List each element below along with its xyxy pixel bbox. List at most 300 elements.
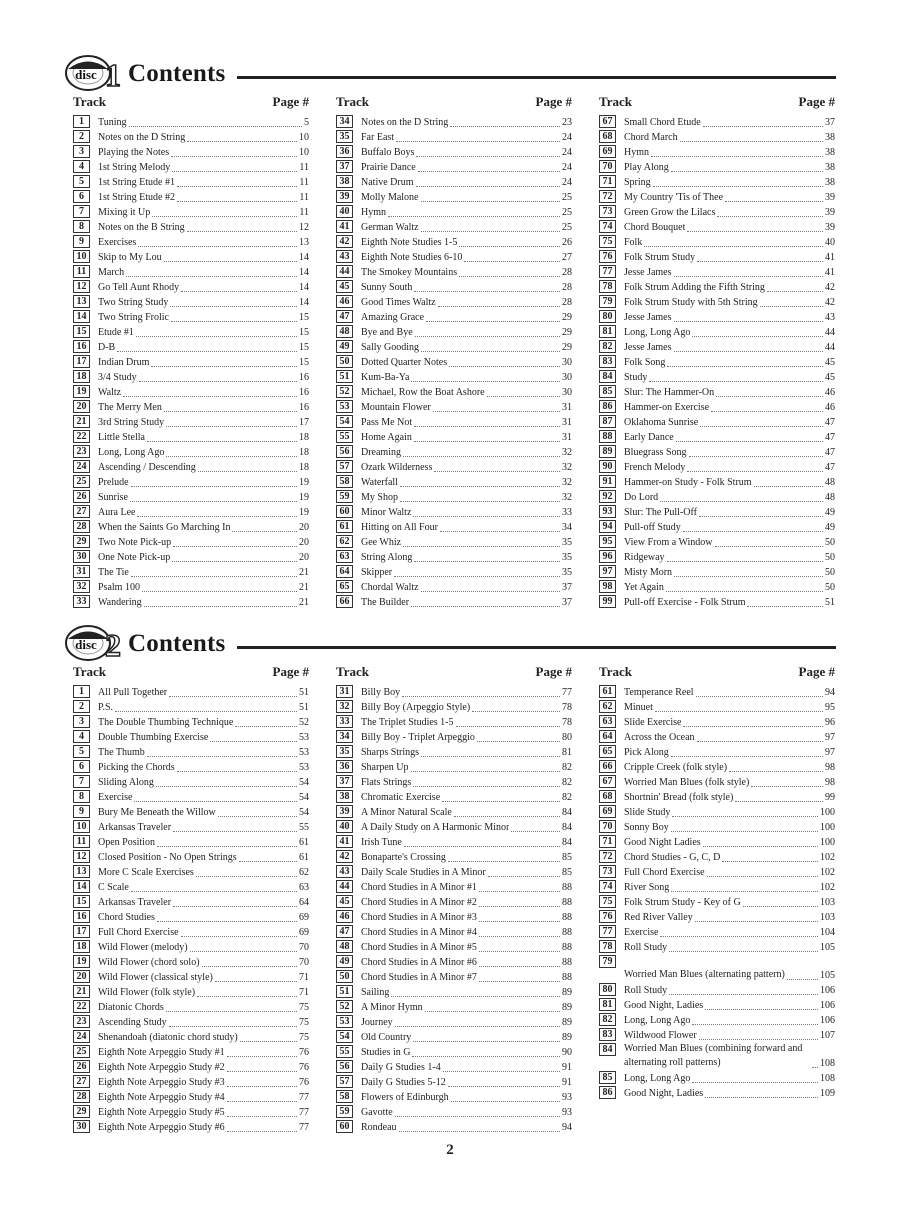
track-title: Jesse James [624, 312, 672, 323]
track-title: 3rd String Study [98, 417, 165, 428]
track-title: 1st String Melody [98, 162, 171, 173]
track-entry [599, 849, 835, 864]
track-title: Jesse James [624, 342, 672, 353]
page-ref: 70 [299, 942, 309, 953]
page-ref: 16 [299, 372, 309, 383]
dot-leader [151, 366, 297, 367]
track-title: Hitting on All Four [361, 522, 438, 533]
track-number: 80 [599, 310, 616, 323]
page-ref: 15 [299, 342, 309, 353]
page-ref: 63 [299, 882, 309, 893]
page-ref: 11 [299, 177, 309, 188]
dot-leader [697, 261, 823, 262]
track-title: Roll Study [624, 985, 668, 996]
page-ref: 75 [299, 1002, 309, 1013]
track-number: 10 [73, 820, 90, 833]
page-ref: 109 [820, 1088, 835, 1099]
page-ref: 37 [562, 582, 572, 593]
track-entry [336, 1074, 572, 1089]
track-entry [336, 369, 572, 384]
track-title: Wild Flower (chord solo) [98, 957, 200, 968]
page-ref: 91 [562, 1077, 572, 1088]
page-ref: 50 [825, 537, 835, 548]
track-title: C Scale [98, 882, 129, 893]
dot-leader [479, 951, 560, 952]
dot-leader [442, 801, 560, 802]
track-list [599, 114, 835, 609]
dot-leader [171, 321, 297, 322]
track-number: 77 [599, 925, 616, 938]
dot-leader [479, 966, 560, 967]
page-ref: 64 [299, 897, 309, 908]
track-number: 61 [599, 685, 616, 698]
track-entry [336, 684, 572, 699]
page-ref: 32 [562, 492, 572, 503]
track-title: Mountain Flower [361, 402, 431, 413]
track-title: Full Chord Exercise [98, 927, 179, 938]
dot-leader [139, 381, 297, 382]
track-header: Track [336, 664, 369, 679]
dot-leader [232, 531, 297, 532]
track-number: 95 [599, 535, 616, 548]
track-title: The Smokey Mountains [361, 267, 458, 278]
dot-leader [705, 1097, 818, 1098]
dot-leader [218, 816, 297, 817]
track-entry [73, 1119, 309, 1134]
track-title: Shenandoah (diatonic chord study) [98, 1032, 238, 1043]
track-entry [73, 909, 309, 924]
track-title: Sunrise [98, 492, 128, 503]
page-ref: 47 [825, 417, 835, 428]
page-ref: 77 [299, 1122, 309, 1133]
page-ref: 29 [562, 312, 572, 323]
track-number: 91 [599, 475, 616, 488]
track-number: 63 [599, 715, 616, 728]
dot-leader [190, 951, 297, 952]
page-ref: 53 [299, 762, 309, 773]
track-number: 84 [599, 370, 616, 383]
dot-leader [166, 1011, 297, 1012]
track-number: 66 [336, 595, 353, 608]
track-title: Slur: The Pull-Off [624, 507, 697, 518]
track-title: Pull-off Exercise - Folk Strum [624, 597, 746, 608]
track-number: 42 [336, 235, 353, 248]
dot-leader [716, 396, 823, 397]
track-number: 48 [336, 940, 353, 953]
disc-1-column-2 [336, 94, 572, 609]
page-ref: 105 [820, 942, 835, 953]
track-title: Pass Me Not [361, 417, 413, 428]
track-number: 64 [336, 565, 353, 578]
page-ref: 93 [562, 1107, 572, 1118]
page-ref: 43 [825, 312, 835, 323]
disc-2-title: Contents [128, 630, 226, 657]
track-number: 27 [73, 505, 90, 518]
track-title: Two String Study [98, 297, 169, 308]
track-number: 72 [599, 190, 616, 203]
page-ref: 15 [299, 357, 309, 368]
track-number: 47 [336, 925, 353, 938]
track-entry [336, 564, 572, 579]
page-ref: 19 [299, 477, 309, 488]
track-number: 19 [73, 385, 90, 398]
page-ref: 45 [825, 357, 835, 368]
page-ref: 11 [299, 192, 309, 203]
track-entry [336, 804, 572, 819]
page-ref: 76 [299, 1077, 309, 1088]
track-number: 99 [599, 595, 616, 608]
track-title: Irish Tune [361, 837, 402, 848]
dot-leader [202, 966, 297, 967]
track-header: Track [336, 94, 369, 109]
track-number: 4 [73, 730, 90, 743]
track-title: Prelude [98, 477, 129, 488]
track-entry [73, 759, 309, 774]
track-title: Eighth Note Arpeggio Study #6 [98, 1122, 225, 1133]
track-entry [599, 939, 835, 954]
page-ref: 88 [562, 897, 572, 908]
track-entry [73, 339, 309, 354]
dot-leader [426, 321, 560, 322]
page-ref: 20 [299, 552, 309, 563]
page-ref: 35 [562, 537, 572, 548]
disc-2-header [64, 620, 836, 664]
track-number: 55 [336, 1045, 353, 1058]
track-entry [73, 729, 309, 744]
track-entry [599, 789, 835, 804]
dot-leader [418, 171, 560, 172]
track-title: Billy Boy - Triplet Arpeggio [361, 732, 475, 743]
track-number: 78 [599, 280, 616, 293]
track-entry [336, 969, 572, 984]
disc-1-columns [64, 94, 836, 614]
track-entry [336, 309, 572, 324]
track-number: 44 [336, 265, 353, 278]
track-title: Long, Long Ago [98, 447, 165, 458]
track-title: Worried Man Blues (combining forward and alternating roll patterns) [624, 1043, 803, 1068]
track-number: 21 [73, 985, 90, 998]
page-ref: 44 [825, 342, 835, 353]
track-title: Temperance Reel [624, 687, 694, 698]
track-number: 73 [599, 865, 616, 878]
track-number: 98 [599, 580, 616, 593]
track-entry [336, 1014, 572, 1029]
track-title: Open Position [98, 837, 155, 848]
track-number: 49 [336, 340, 353, 353]
track-entry [73, 789, 309, 804]
track-entry [599, 414, 835, 429]
track-title: Sally Gooding [361, 342, 420, 353]
page-ref: 54 [299, 777, 309, 788]
track-title: Minor Waltz [361, 507, 412, 518]
dot-leader [187, 141, 297, 142]
track-number: 2 [73, 130, 90, 143]
page-ref: 42 [825, 282, 835, 293]
track-title: Mixing it Up [98, 207, 151, 218]
page-ref: 15 [299, 327, 309, 338]
track-entry [336, 519, 572, 534]
dot-leader [434, 471, 560, 472]
track-number: 2 [73, 700, 90, 713]
track-number: 81 [599, 998, 616, 1011]
track-title: Billy Boy (Arpeggio Style) [361, 702, 471, 713]
page-ref: 69 [299, 927, 309, 938]
track-number: 1 [73, 115, 90, 128]
column-header [599, 664, 835, 679]
track-title: Wild Flower (folk style) [98, 987, 196, 998]
dot-leader [411, 606, 560, 607]
track-entry [599, 549, 835, 564]
dot-leader [123, 396, 297, 397]
dot-leader [743, 906, 818, 907]
dot-leader [136, 336, 297, 337]
track-title: Sonny Boy [624, 822, 669, 833]
dot-leader [412, 1056, 560, 1057]
page-ref: 78 [562, 702, 572, 713]
track-list [73, 684, 309, 1134]
track-title: Aura Lee [98, 507, 136, 518]
page-ref: 28 [562, 267, 572, 278]
dot-leader [687, 231, 823, 232]
track-number: 7 [73, 775, 90, 788]
track-title: Chromatic Exercise [361, 792, 441, 803]
track-title: My Country 'Tis of Thee [624, 192, 724, 203]
track-entry [336, 999, 572, 1014]
track-title: Shortnin' Bread (folk style) [624, 792, 734, 803]
dot-leader [703, 126, 823, 127]
dot-leader [754, 486, 823, 487]
track-number: 8 [73, 220, 90, 233]
track-number: 80 [599, 983, 616, 996]
track-number: 48 [336, 325, 353, 338]
track-entry [73, 309, 309, 324]
track-number: 53 [336, 1015, 353, 1028]
dot-leader [672, 816, 818, 817]
page-ref: 49 [825, 522, 835, 533]
track-entry [73, 834, 309, 849]
track-entry [73, 744, 309, 759]
dot-leader [400, 486, 560, 487]
page-ref: 39 [825, 192, 835, 203]
track-title: Molly Malone [361, 192, 419, 203]
track-entry [73, 684, 309, 699]
track-number: 32 [73, 580, 90, 593]
track-entry [599, 174, 835, 189]
track-entry [73, 894, 309, 909]
track-entry [336, 474, 572, 489]
track-title: Folk Strum Study - Key of G [624, 897, 741, 908]
track-title: Indian Drum [98, 357, 150, 368]
track-title: Notes on the D String [98, 132, 186, 143]
track-title: Early Dance [624, 432, 674, 443]
track-number: 78 [599, 940, 616, 953]
track-entry [336, 189, 572, 204]
track-title: Arkansas Traveler [98, 822, 172, 833]
dot-leader [414, 291, 560, 292]
track-entry [336, 324, 572, 339]
page-ref: 21 [299, 597, 309, 608]
track-entry [336, 774, 572, 789]
track-entry [599, 324, 835, 339]
track-entry [73, 219, 309, 234]
track-entry [599, 279, 835, 294]
dot-leader [173, 546, 297, 547]
track-number: 90 [599, 460, 616, 473]
track-entry [599, 474, 835, 489]
dot-leader [416, 186, 561, 187]
dot-leader [227, 1086, 297, 1087]
track-number: 79 [599, 955, 616, 968]
track-number: 23 [73, 1015, 90, 1028]
track-entry [336, 174, 572, 189]
dot-leader [210, 741, 297, 742]
track-entry [599, 579, 835, 594]
page-ref: 27 [562, 252, 572, 263]
dot-leader [396, 141, 560, 142]
track-number: 63 [336, 550, 353, 563]
track-entry [599, 459, 835, 474]
track-title: 3/4 Study [98, 372, 137, 383]
dot-leader [131, 576, 297, 577]
track-title: Slide Study [624, 807, 671, 818]
page-ref: 70 [299, 957, 309, 968]
track-title: Notes on the B String [98, 222, 185, 233]
track-title: Playing the Notes [98, 147, 170, 158]
disc-1-title: Contents [128, 60, 226, 87]
page-ref: 44 [825, 327, 835, 338]
page-ref: 45 [825, 372, 835, 383]
dot-leader [692, 1024, 818, 1025]
track-title: Play Along [624, 162, 669, 173]
track-title: Journey [361, 1017, 393, 1028]
dot-leader [651, 156, 823, 157]
track-title: Jesse James [624, 267, 672, 278]
track-number: 25 [73, 475, 90, 488]
track-entry [599, 444, 835, 459]
track-title: Home Again [361, 432, 412, 443]
track-title: Chord Studies in A Minor #5 [361, 942, 477, 953]
track-title: Chord Studies in A Minor #7 [361, 972, 477, 983]
track-title: Eighth Note Arpeggio Study #4 [98, 1092, 225, 1103]
track-number: 12 [73, 850, 90, 863]
page-ref: 42 [825, 297, 835, 308]
track-number: 25 [73, 1045, 90, 1058]
track-title: The Tie [98, 567, 129, 578]
track-entry [599, 249, 835, 264]
track-entry [336, 549, 572, 564]
dot-leader [169, 1026, 297, 1027]
track-number: 46 [336, 295, 353, 308]
page-ref: 31 [562, 417, 572, 428]
track-title: Sharps Strings [361, 747, 420, 758]
dot-leader [416, 156, 560, 157]
track-entry [599, 909, 835, 924]
page-ref: 88 [562, 912, 572, 923]
dot-leader [156, 786, 297, 787]
track-title: Chord March [624, 132, 678, 143]
track-title: Cripple Creek (folk style) [624, 762, 728, 773]
track-number: 83 [599, 355, 616, 368]
track-entry [599, 219, 835, 234]
dot-leader [425, 1011, 560, 1012]
track-entry [336, 849, 572, 864]
track-entry [599, 234, 835, 249]
track-entry [73, 879, 309, 894]
page-ref: 20 [299, 537, 309, 548]
page-ref: 97 [825, 747, 835, 758]
track-title: Good Night Ladies [624, 837, 701, 848]
track-entry [336, 459, 572, 474]
page-ref: 35 [562, 552, 572, 563]
track-entry [73, 969, 309, 984]
track-title: Oklahoma Sunrise [624, 417, 699, 428]
track-entry [336, 414, 572, 429]
page-ref: 77 [299, 1107, 309, 1118]
page-ref: 31 [562, 402, 572, 413]
dot-leader [711, 411, 823, 412]
page-ref: 33 [562, 507, 572, 518]
page-ref: 19 [299, 507, 309, 518]
dot-leader [164, 261, 297, 262]
dot-leader [671, 756, 823, 757]
page-ref: 15 [299, 312, 309, 323]
page-ref: 17 [299, 417, 309, 428]
track-title: Little Stella [98, 432, 145, 443]
page-header: Page # [535, 94, 572, 109]
dot-leader [196, 876, 297, 877]
track-entry [336, 1089, 572, 1104]
dot-leader [240, 1041, 297, 1042]
dot-leader [402, 696, 560, 697]
track-number: 27 [73, 1075, 90, 1088]
disc-2-badge-label: disc [75, 637, 97, 652]
track-title: French Melody [624, 462, 686, 473]
page-ref: 24 [562, 177, 572, 188]
track-number: 17 [73, 925, 90, 938]
track-entry [336, 384, 572, 399]
track-number: 24 [73, 1030, 90, 1043]
track-number: 19 [73, 955, 90, 968]
track-number: 35 [336, 130, 353, 143]
page-header: Page # [272, 664, 309, 679]
track-entry [336, 1029, 572, 1044]
track-title: Pull-off Study [624, 522, 681, 533]
page-ref: 14 [299, 252, 309, 263]
track-number: 93 [599, 505, 616, 518]
track-entry [73, 504, 309, 519]
track-title: P.S. [98, 702, 114, 713]
track-entry [73, 129, 309, 144]
track-list [73, 114, 309, 609]
dot-leader [747, 606, 823, 607]
track-title: Chord Bouquet [624, 222, 686, 233]
track-number: 83 [599, 1028, 616, 1041]
track-title: Do Lord [624, 492, 659, 503]
page-ref: 80 [562, 732, 572, 743]
page-ref: 35 [562, 567, 572, 578]
disc-2-divider [237, 646, 836, 649]
track-title: Chord Studies - G, C, D [624, 852, 721, 863]
dot-leader [459, 246, 560, 247]
dot-leader [660, 936, 818, 937]
dot-leader [115, 711, 297, 712]
track-title: Waltz [98, 387, 122, 398]
track-number: 22 [73, 430, 90, 443]
track-title: Ascending Study [98, 1017, 167, 1028]
page-ref: 37 [562, 597, 572, 608]
track-entry [336, 579, 572, 594]
dot-leader [130, 501, 297, 502]
